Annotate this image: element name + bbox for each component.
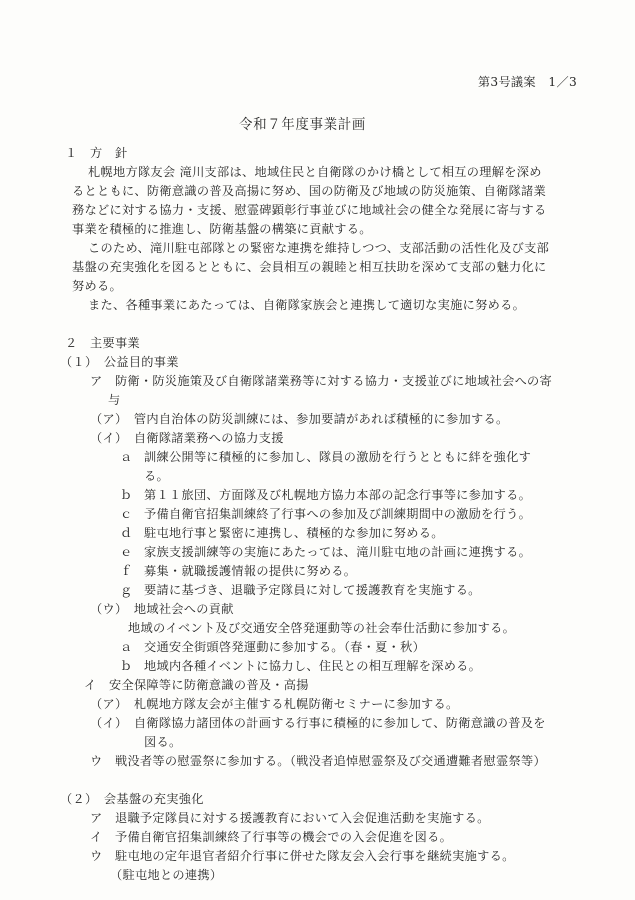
list-item-label: ａ	[120, 450, 133, 464]
section-2-heading: ２ 主要事業	[65, 336, 140, 350]
subsection-1-heading: （１） 公益目的事業	[60, 355, 179, 369]
subsection-2-item-a: ア 退職予定隊員に対する援護教育において入会促進活動を実施する。	[90, 811, 490, 825]
section-1-heading: １ 方 針	[65, 146, 128, 160]
policy-paragraph-2-line: 基盤の充実強化を図るとともに、会員相互の親睦と相互扶助を深めて支部の魅力化に	[72, 260, 547, 274]
list-item-label: ｅ	[120, 545, 133, 559]
item-a-sub-3-heading: （ウ） 地域社会への貢献	[90, 602, 234, 616]
item-a-sub-2-heading: （イ） 自衛隊諸業務への協力支援	[90, 431, 284, 445]
list-item-text: 募集・就職援護情報の提供に努める。	[144, 564, 357, 578]
list-item-text: 地域内各種イベントに協力し、住民との相互理解を深める。	[144, 659, 482, 673]
list-item-label: ｂ	[120, 659, 133, 673]
subsection-2-item-b: イ 予備自衛官招集訓練終了行事等の機会での入会促進を図る。	[90, 830, 453, 844]
list-item-label: ａ	[120, 640, 133, 654]
item-a-sub-3-intro: 地域のイベント及び交通安全啓発運動等の社会奉仕活動に参加する。	[128, 621, 516, 635]
list-item-label: ｃ	[120, 507, 133, 521]
list-item-text: 要請に基づき、退職予定隊員に対して援護教育を実施する。	[144, 583, 481, 597]
item-b-sub-2-cont: 図る。	[144, 735, 182, 749]
list-item-label: ｆ	[120, 564, 133, 578]
list-item-text: 予備自衛官招集訓練終了行事への参加及び訓練期間中の激励を行う。	[144, 507, 532, 521]
list-item-text-cont: る。	[144, 469, 169, 483]
document-title: 令和７年度事業計画	[239, 117, 367, 133]
item-c: ウ 戦没者等の慰霊祭に参加する。（戦没者追悼慰霊祭及び交通遭難者慰霊祭等）	[90, 754, 546, 768]
list-item-label: ｄ	[120, 526, 133, 540]
list-item-text: 訓練公開等に積極的に参加し、隊員の激励を行うとともに絆を強化す	[144, 450, 532, 464]
subsection-2-heading: （２） 会基盤の充実強化	[60, 792, 204, 806]
document-number: 第3号議案 1／3	[477, 75, 577, 89]
policy-paragraph-2-line: このため、滝川駐屯部隊との緊密な連携を維持しつつ、支部活動の活性化及び支部	[88, 241, 550, 255]
item-b-sub-1: （ア） 札幌地方隊友会が主催する札幌防衛セミナーに参加する。	[90, 697, 459, 711]
list-item-label: ｂ	[120, 488, 133, 502]
list-item-text: 第１１旅団、方面隊及び札幌地方協力本部の記念行事等に参加する。	[144, 488, 532, 502]
item-a-heading-cont: 与	[108, 393, 121, 407]
item-a-heading: ア 防衛・防災施策及び自衛隊諸業務等に対する協力・支援並びに地域社会への寄	[90, 374, 553, 388]
item-b-sub-2: （イ） 自衛隊協力諸団体の計画する行事に積極的に参加して、防衛意識の普及を	[90, 716, 546, 730]
list-item-text: 交通安全街頭啓発運動に参加する。（春・夏・秋）	[144, 640, 426, 654]
item-a-sub-1: （ア） 管内自治体の防災訓練には、参加要請があれば積極的に参加する。	[90, 412, 509, 426]
item-b-heading: イ 安全保障等に防衛意識の普及・高揚	[84, 678, 309, 692]
policy-paragraph-2-line: 努める。	[72, 279, 122, 293]
policy-paragraph-1-line: 札幌地方隊友会 滝川支部は、地域住民と自衛隊のかけ橋として相互の理解を深め	[88, 165, 542, 179]
policy-paragraph-3: また、各種事業にあたっては、自衛隊家族会と連携して適切な実施に努める。	[88, 298, 526, 312]
subsection-2-item-c: ウ 駐屯地の定年退官者紹介行事に併せた隊友会入会行事を継続実施する。	[90, 849, 515, 863]
subsection-2-item-c-cont: （駐屯地との連携）	[110, 868, 223, 882]
policy-paragraph-1-line: 務などに対する協力・支援、慰霊碑顕彰行事並びに地域社会の健全な発展に寄与する	[72, 203, 547, 217]
list-item-text: 家族支援訓練等の実施にあたっては、滝川駐屯地の計画に連携する。	[144, 545, 532, 559]
list-item-label: ｇ	[120, 583, 133, 597]
list-item-text: 駐屯地行事と緊密に連携し、積極的な参加に努める。	[144, 526, 444, 540]
policy-paragraph-1-line: 事業を積極的に推進し、防衛基盤の構築に貢献する。	[72, 222, 372, 236]
policy-paragraph-1-line: るとともに、防衛意識の普及高揚に努め、国の防衛及び地域の防災施策、自衛隊諸業	[72, 184, 547, 198]
